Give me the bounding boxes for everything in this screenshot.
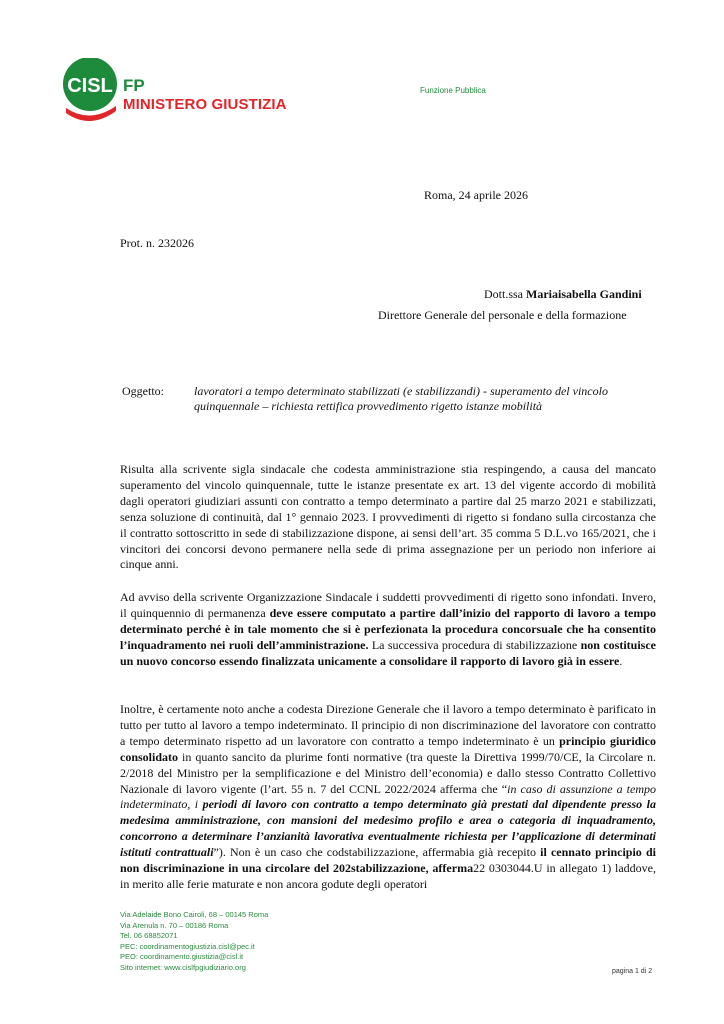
text-segment: non costituisce un nuovo concorso essendo finalizzata unicamente a consolidare il rapporto di lavoro già in essere bbox=[120, 637, 656, 668]
page-number: pagina 1 di 2 bbox=[612, 968, 653, 975]
footer-address-1: Via Adelaide Bono Cairoli, 68 – 00145 Roma bbox=[120, 910, 269, 919]
cisl-fp-logo bbox=[60, 58, 290, 124]
text-segment: in quanto sancito da plurime fonti normative (tra queste la Direttiva 1999/70/CE, la Circolare n. 2/2018 del Ministro per la semplificazione e del Ministro dell’economia) e dallo stesso Contratto Collettivo Nazionale di lavoro vigente (l’art. 55 n. 7 del CCNL 2022/2024 afferma che “ bbox=[120, 749, 656, 796]
text-segment: Inoltre, è certamente noto anche a codesta Direzione Generale che il lavoro a tempo determinato è parificato in tutto per tutto al lavoro a tempo indeterminato. Il principio di non discriminazione del lavoratore con contratto a tempo determinato rispetto ad un lavoratore con contratto a tempo indeterminato è un bbox=[120, 702, 656, 748]
body-paragraph-3 bbox=[120, 702, 656, 893]
text-segment: deve essere computato a partire dall’inizio del rapporto di lavoro a tempo determinato perché è in tale momento che si è perfezionata la procedura concorsuale che ha consentito l’inquadramento nei ruoli dell’amministrazione. bbox=[120, 605, 656, 652]
funzione-pubblica-label: Funzione Pubblica bbox=[420, 86, 486, 95]
text-segment: periodi di lavoro con contratto a tempo determinato già prestati dal dipendente presso la medesima amministrazione, con mansioni del medesimo profilo e area o categoria di inquadramento, concorrono a determinare l’anzianità lavorativa eventualmente richiesta per l’applicazione di determinati istituti contrattuali bbox=[120, 797, 656, 860]
subject-text: lavoratori a tempo determinato stabilizzati (e stabilizzandi) - superamento del vincolo quinquennale – richiesta rettifica provvedimento rigetto istanze mobilità bbox=[194, 384, 608, 413]
recipient-name: Mariaisabella Gandini bbox=[526, 287, 642, 301]
subject-label: Oggetto: bbox=[122, 384, 164, 398]
text-segment: in caso di assunzione a tempo indeterminato, i bbox=[120, 781, 657, 812]
recipient-line bbox=[484, 287, 642, 301]
text-segment: principio giuridico consolidato bbox=[120, 733, 657, 764]
footer-contacts bbox=[120, 910, 268, 974]
text-segment: . bbox=[619, 653, 623, 668]
body-paragraph-2 bbox=[120, 590, 656, 670]
logo-fp-text: FP bbox=[123, 76, 145, 95]
letter-date: Roma, 24 aprile 2026 bbox=[424, 188, 528, 202]
recipient-title: Dott.ssa bbox=[484, 287, 523, 301]
footer-peo: PEO: coordinamento.giustizia@cisl.it bbox=[120, 952, 244, 962]
text-segment: 22 0303044.U in allegato 1) laddove, in merito alle ferie maturate e non ancora godute degli operatori bbox=[120, 861, 656, 891]
cisl-logo-mark bbox=[60, 58, 122, 124]
logo-ministry-text: MINISTERO GIUSTIZIA bbox=[123, 96, 287, 113]
text-segment: ”). Non è un caso che codstabilizzazione, affermabia già recepito bbox=[213, 845, 541, 860]
text-segment: Risulta alla scrivente sigla sindacale che codesta amministrazione stia respingendo, a causa del mancato superamento del vincolo quinquennale, tutte le istanze presentate ex art. 13 del vigente accordo di mobilità dagli operatori giudiziari assunti con contratto a tempo determinato a partire dal 25 marzo 2021 e stabilizzati, senza soluzione di continuità, dal 1° gennaio 2023. I provvedimenti di rigetto si fondano sulla circostanza che il contratto sottoscritto in sede di stabilizzazione dispone, ai sensi dell’art. 35 comma 5 D.L.vo 165/2021, che i vincitori dei concorsi devono permanere nella sede di prima assegnazione per un periodo non inferiore ai cinque anni. bbox=[120, 462, 656, 572]
body-paragraph-1 bbox=[120, 462, 656, 573]
logo-cisl-text: CISL bbox=[67, 75, 113, 97]
footer-pec: PEC: coordinamentogiustizia.cisl@pec.it bbox=[120, 941, 255, 951]
text-segment: il cennato principio di non discriminazione in una circolare del 202stabilizzazione, afferma bbox=[120, 845, 656, 876]
footer-phone: Tel. 06 68852071 bbox=[120, 931, 178, 941]
recipient-role: Direttore Generale del personale e della formazione bbox=[378, 308, 627, 322]
text-segment: La successiva procedura di stabilizzazione bbox=[368, 637, 581, 652]
footer-website: Sito internet: www.cislfpgiudiziario.org bbox=[120, 962, 246, 972]
footer-address-2: Via Arenula n. 70 – 00186 Roma bbox=[120, 920, 229, 930]
protocol-number: Prot. n. 232026 bbox=[120, 236, 195, 250]
text-segment: Ad avviso della scrivente Organizzazione Sindacale i suddetti provvedimenti di rigetto sono infondati. Invero, il quinquennio di permanenza bbox=[120, 590, 656, 620]
